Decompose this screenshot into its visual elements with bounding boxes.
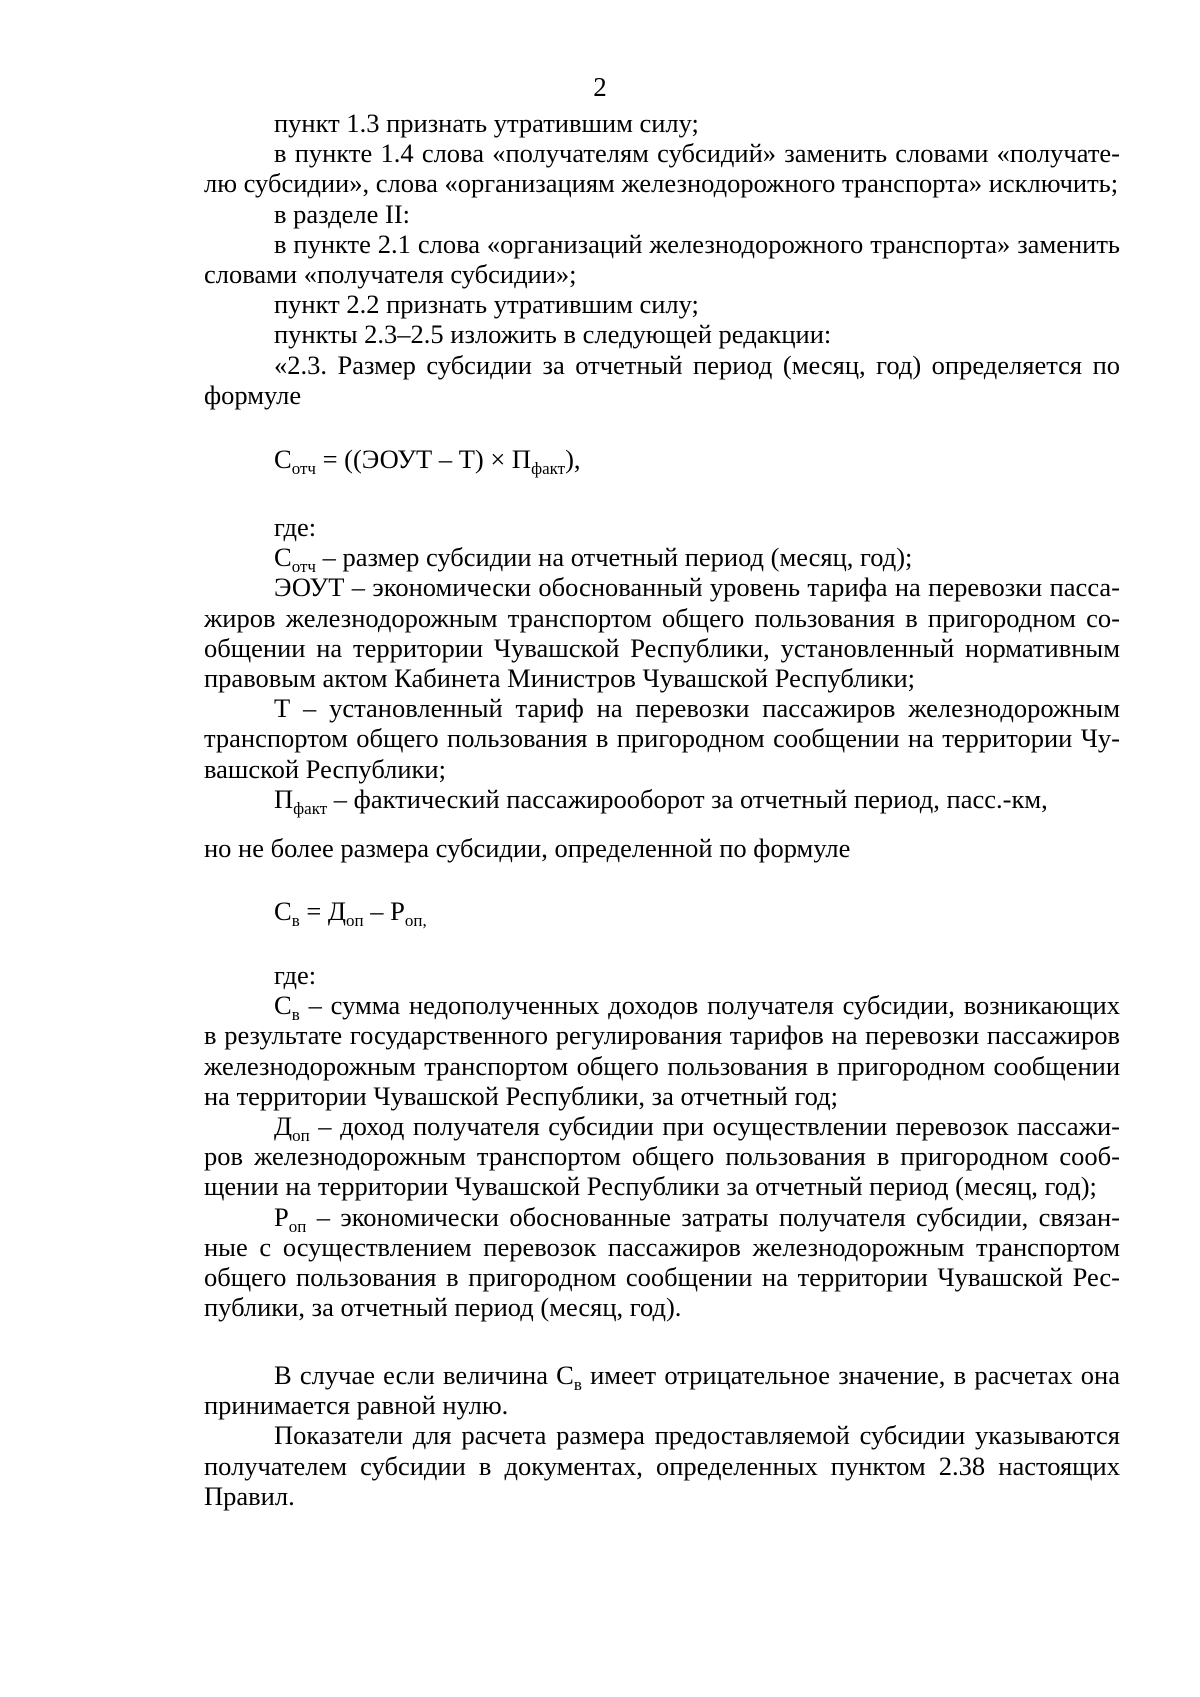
limit-text: но не более размера субсидии, определенной по формуле <box>204 833 851 863</box>
definition-subscript: факт <box>293 798 328 818</box>
definition-subscript: оп <box>292 1126 310 1146</box>
definitions-2 <box>204 960 1120 1322</box>
paragraph: Показатели для расчета размера предоставляемой субсидии указываются получателем субсидии в документах, определенных пунктом 2.38 настоящих Правил. <box>204 1420 1120 1511</box>
paragraph: пункт 2.2 признать утратившим силу; <box>274 289 699 320</box>
definition-text: – размер субсидии на отчетный период (месяц, год); <box>315 542 913 573</box>
definition <box>204 1202 1120 1323</box>
formula-1 <box>204 444 1120 478</box>
definition-text: – экономически обоснованные затраты получателя субсидии, связанные с осуществлением перевозок пассажиров железнодорожным транспортом общего пользования в пригородном сообщении на территории Чувашской Республики, за отчетный период (месяц, год). <box>204 1201 1120 1323</box>
definition-symbol: П <box>274 783 294 814</box>
where-label: где: <box>274 960 317 990</box>
limit-block <box>204 833 1120 863</box>
paragraph: В случае если величина $С_в$ имеет отрицательное значение, в расчетах она принимается равной нулю. <box>204 1360 1120 1421</box>
formula-subscript: в <box>291 911 300 930</box>
where-label: где: <box>274 512 317 542</box>
definition-symbol: С <box>274 542 292 573</box>
definition-symbol: Р <box>274 1201 289 1232</box>
paragraph: «2.3. Размер субсидии за отчетный период (месяц, год) определяется по формуле <box>204 349 1120 410</box>
formula-subscript: оп <box>346 911 364 930</box>
formula-body: = ((ЭОУТ – Т) × П <box>315 444 532 474</box>
formula-2 <box>204 896 1120 930</box>
paragraph: в пункте 1.4 слова «получателям субсидий» заменить словами «получателю субсидии», слова «организациям железнодорожного транспорта» исключить; <box>204 138 1120 199</box>
definition <box>204 542 1120 577</box>
definition <box>204 1111 1120 1202</box>
formula-symbol: С <box>274 444 292 474</box>
paragraph: в разделе II: <box>274 198 411 229</box>
formula-end: ), <box>565 444 581 474</box>
formula-subscript: отч <box>291 459 316 478</box>
definition <box>204 990 1120 1111</box>
definitions-1 <box>204 512 1120 818</box>
formula-body: – Р <box>363 896 405 926</box>
inline-subscript: в <box>573 1375 582 1394</box>
formula-subscript: оп, <box>404 911 427 930</box>
paragraph: в пункте 2.1 слова «организаций железнодорожного транспорта» заменить словами «получателя субсидии»; <box>204 228 1120 290</box>
formula-symbol: С <box>274 896 292 926</box>
formula-body: = Д <box>299 896 346 926</box>
definition <box>204 783 1120 818</box>
definition-subscript: отч <box>291 557 316 577</box>
definition-symbol: Д <box>274 1111 293 1142</box>
paragraph: пункт 1.3 признать утратившим силу; <box>274 108 699 138</box>
definition-symbol: С <box>274 990 292 1021</box>
definition-text: – доход получателя субсидии при осуществлении перевозок пассажиров железнодорожным транспортом общего пользования в пригородном сообщении на территории Чувашской Республики за отчетный период (месяц, год); <box>204 1111 1120 1202</box>
final-block <box>204 1360 1120 1511</box>
definition-text: – фактический пассажирооборот за отчетный период, пасс.-км, <box>327 783 1048 814</box>
page-number: 2 <box>593 72 607 102</box>
definition-subscript: в <box>291 1005 300 1025</box>
paragraph: пункты 2.3–2.5 изложить в следующей редакции: <box>274 319 832 350</box>
definition-subscript: оп <box>288 1216 307 1236</box>
definition-text: – сумма недополученных доходов получателя субсидии, возникающих в результате государственного регулирования тарифов на перевозки пассажиров железнодорожным транспортом общего пользования в пригородном сообщении на территории Чувашской Республики, за отчетный год; <box>204 990 1120 1111</box>
formula-subscript: факт <box>531 459 566 478</box>
definition: ЭОУТ – экономически обоснованный уровень тарифа на перевозки пассажиров железнодорожным транспортом общего пользования в пригородном сообщении на территории Чувашской Республики, установленный нормативным правовым актом Кабинета Министров Чувашской Республики; <box>204 572 1120 694</box>
amendments-block <box>204 108 1120 410</box>
definition: Т – установленный тариф на перевозки пассажиров железнодорожным транспортом общего пользования в пригородном сообщении на территории Чувашской Республики; <box>204 693 1120 784</box>
